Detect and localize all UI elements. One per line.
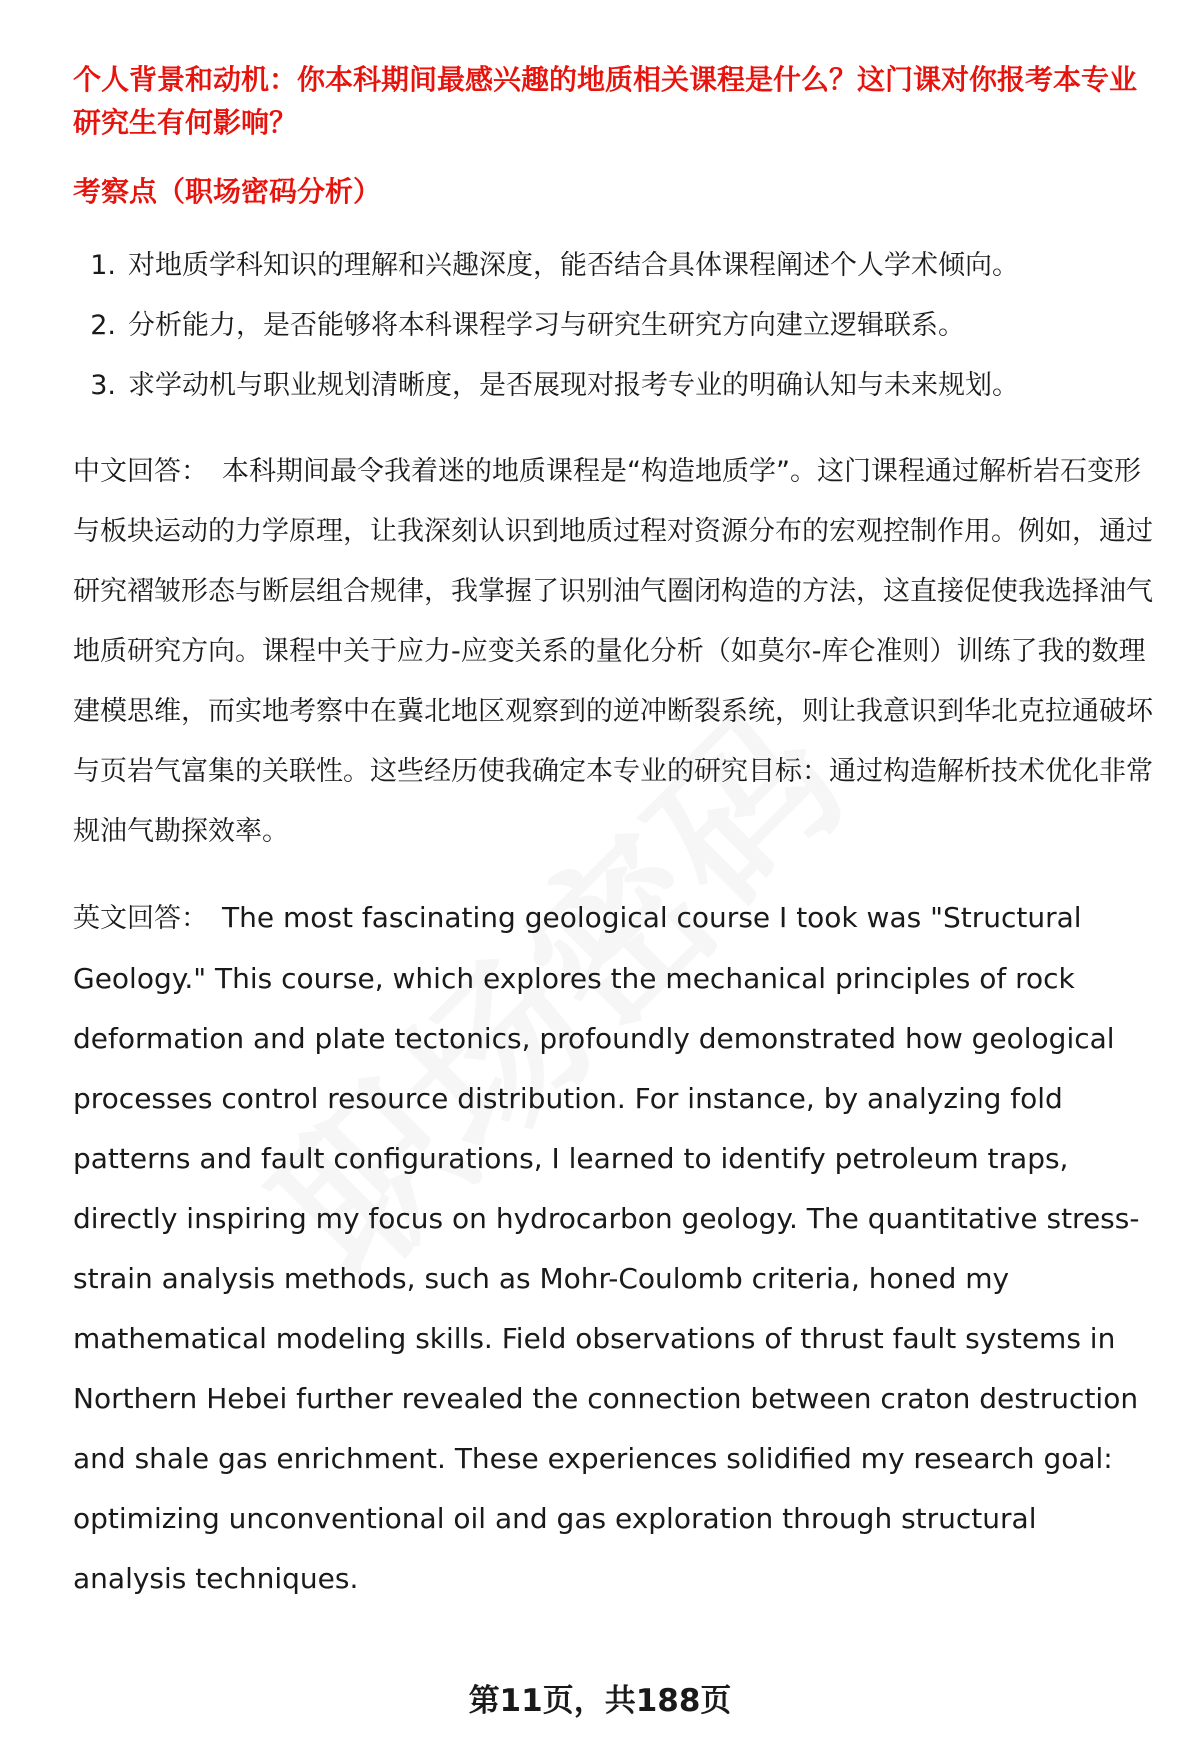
- list-item-text: 分析能力，是否能够将本科课程学习与研究生研究方向建立逻辑联系。: [128, 310, 965, 341]
- section-heading: 考察点（职场密码分析）: [73, 175, 382, 208]
- english-answer-text: The most fascinating geological course I took was "Structural Geology." This course, which explores the mechanical principles of rock deformation and plate tectonics, profoundly demonstrated how geological processes control resource distribution. For instance, by analyzing fold patterns and fault configurations, I learned to identify petroleum traps, directly inspiring my focus on hydrocarbon geology. The quantitative stress-strain analysis methods, such as Mohr-Coulomb criteria, honed my mathematical modeling skills. Field observations of thrust fault systems in Northern Hebei further revealed the connection between craton destruction and shale gas enrichment. These experiences solidified my research goal: optimizing unconventional oil and gas exploration through structural analysis techniques.: [73, 901, 1140, 1595]
- list-item-number: 3.: [90, 370, 116, 401]
- chinese-answer: [73, 442, 1158, 862]
- list-item: [73, 356, 1158, 416]
- english-answer: [73, 888, 1158, 1609]
- list-item-text: 对地质学科知识的理解和兴趣深度，能否结合具体课程阐述个人学术倾向。: [128, 250, 1019, 281]
- list-item: [73, 296, 1158, 356]
- list-item: [73, 236, 1158, 296]
- list-item-text: 求学动机与职业规划清晰度，是否展现对报考专业的明确认知与未来规划。: [128, 370, 1019, 401]
- english-answer-label: 英文回答：: [73, 903, 208, 934]
- question-heading: 个人背景和动机：你本科期间最感兴趣的地质相关课程是什么？这门课对你报考本专业研究生有何影响？: [73, 63, 1138, 139]
- list-item-number: 1.: [90, 250, 116, 281]
- page-footer: 第11页，共188页: [468, 1683, 732, 1719]
- assessment-points-list: [73, 236, 1158, 416]
- chinese-answer-text: 本科期间最令我着迷的地质课程是“构造地质学”。这门课程通过解析岩石变形与板块运动的力学原理，让我深刻认识到地质过程对资源分布的宏观控制作用。例如，通过研究褶皱形态与断层组合规律，我掌握了识别油气圈闭构造的方法，这直接促使我选择油气地质研究方向。课程中关于应力-应变关系的量化分析（如莫尔-库仑准则）训练了我的数理建模思维，而实地考察中在冀北地区观察到的逆冲断裂系统，则让我意识到华北克拉通破坏与页岩气富集的关联性。这些经历使我确定本专业的研究目标：通过构造解析技术优化非常规油气勘探效率。: [73, 456, 1153, 847]
- list-item-number: 2.: [90, 310, 116, 341]
- page-content: [73, 58, 1158, 1609]
- chinese-answer-label: 中文回答：: [73, 456, 208, 487]
